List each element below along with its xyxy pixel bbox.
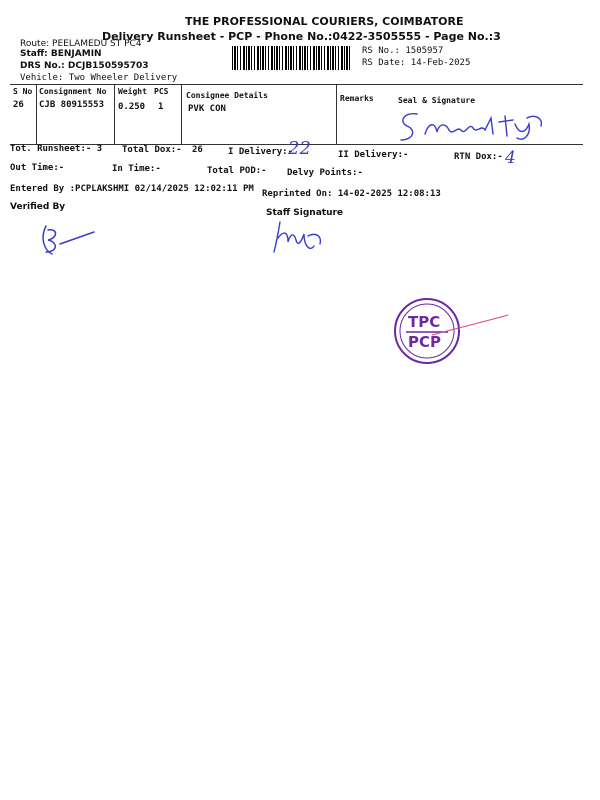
company-name: THE PROFESSIONAL COURIERS, COIMBATORE: [185, 15, 464, 28]
col-header-remarks: Remarks: [340, 94, 374, 103]
tot-runsheet: Tot. Runsheet:- 3: [10, 144, 103, 154]
col-divider: [36, 84, 37, 144]
col-header-sno: S No: [13, 87, 33, 96]
rtn-dox-label: RTN Dox:-: [454, 152, 503, 162]
rs-no-line: [362, 46, 443, 56]
in-time-label: In Time:-: [112, 164, 161, 174]
i-delivery-handwritten: 22: [288, 138, 311, 159]
verified-by-label: Verified By: [10, 202, 66, 212]
runsheet-title: Delivery Runsheet - PCP - Phone No.:0422-3505555 - Page No.:3: [102, 30, 501, 43]
staff-signature: [270, 218, 330, 258]
col-header-consignee: Consignee Details: [186, 91, 268, 100]
vehicle-label: Vehicle:: [20, 73, 64, 83]
staff-signature-label: Staff Signature: [266, 208, 344, 218]
col-header-consignment: Consignment No: [39, 87, 107, 96]
col-divider: [336, 84, 337, 144]
route-value: PEELAMEDU ST PC4: [52, 39, 142, 49]
cell-sno: 26: [13, 100, 24, 110]
drs-line: [20, 61, 149, 71]
out-time-label: Out Time:-: [10, 163, 65, 173]
rs-no-label: RS No.:: [362, 46, 400, 56]
staff-value: BENJAMIN: [50, 49, 102, 59]
total-pod-label: Total POD:-: [207, 166, 267, 176]
vehicle-value: Two Wheeler Delivery: [68, 73, 178, 83]
route-line: [20, 39, 142, 49]
col-header-seal: Seal & Signature: [398, 96, 476, 105]
drs-value: DCJB150595703: [67, 61, 149, 71]
reprinted-on: Reprinted On: 14-02-2025 12:08:13: [262, 189, 441, 199]
receiver-signature: [395, 108, 555, 144]
i-delivery-label: I Delivery:-: [228, 147, 294, 157]
total-dox-value: 26: [192, 145, 203, 155]
cell-pcs: 1: [158, 102, 164, 112]
cell-consignee: PVK CON: [188, 104, 226, 114]
rtn-handwritten: 4: [505, 148, 516, 168]
ii-delivery-label: II Delivery:-: [338, 150, 409, 160]
staff-line: [20, 49, 102, 59]
rs-date-label: RS Date:: [362, 58, 406, 68]
rs-no-value: 1505957: [405, 46, 444, 56]
cell-consignment: CJB 80915553: [39, 100, 105, 110]
stamp-text-top: TPC: [408, 313, 441, 331]
verifier-signature: [36, 220, 106, 260]
total-dox-label: Total Dox:-: [122, 145, 182, 155]
table-top-border: [10, 84, 583, 85]
col-divider: [181, 84, 182, 144]
staff-label: Staff:: [20, 49, 48, 59]
stamp-text-bottom: PCP: [408, 333, 441, 351]
delvy-points-label: Delvy Points:-: [287, 168, 363, 178]
col-header-weight: Weight: [118, 87, 147, 96]
barcode: [232, 46, 352, 70]
rs-date-value: 14-Feb-2025: [410, 58, 471, 68]
drs-label: DRS No.:: [20, 61, 65, 71]
rs-date-line: [362, 58, 470, 68]
col-divider: [114, 84, 115, 144]
cell-weight: 0.250: [118, 102, 146, 112]
vehicle-line: [20, 73, 177, 83]
entered-by: Entered By :PCPLAKSHMI 02/14/2025 12:02:11 PM: [10, 184, 254, 194]
route-label: Route:: [20, 39, 50, 49]
col-header-pcs: PCS: [154, 87, 169, 96]
